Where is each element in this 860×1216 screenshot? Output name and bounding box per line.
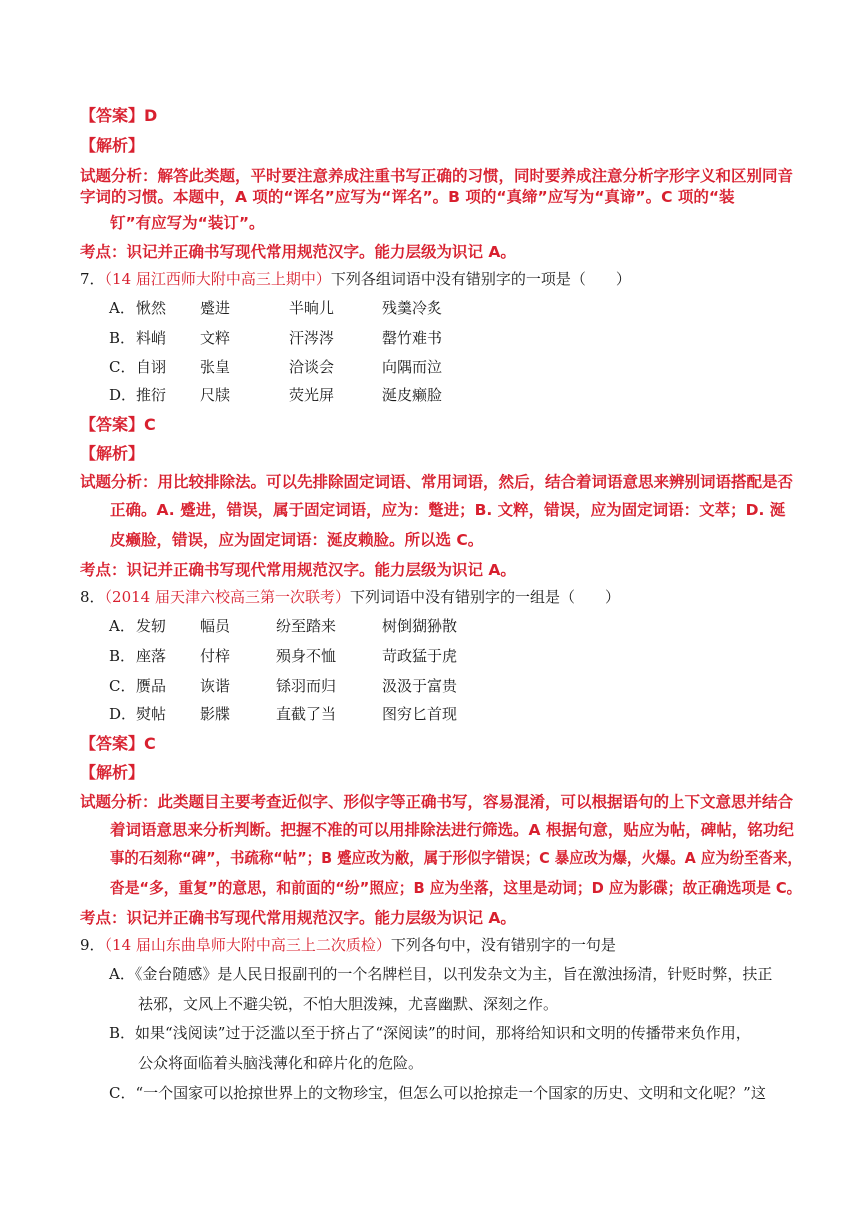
option-letter: A． xyxy=(109,299,135,317)
option-word: 张皇 xyxy=(200,358,231,376)
analysis-text-line: 正确。A. 蹙进，错误，属于固定词语，应为：蹩进；B. 文粹，错误，应为固定词语：文萃；D. 涎 xyxy=(110,501,786,519)
answer-label: 【答案】 xyxy=(80,415,145,434)
option-word: 座落 xyxy=(136,647,167,665)
analysis-text-line: 钉”有应写为“装订”。 xyxy=(110,214,265,232)
option-word: 付梓 xyxy=(200,647,231,665)
option-word: 料峭 xyxy=(136,329,167,347)
question-number: 8． xyxy=(80,588,105,606)
answer-line xyxy=(80,412,156,435)
analysis-text-line: 着词语意思来分析判断。把握不准的可以用排除法进行筛选。A 根据句意，贴应为帖，碑帖，铭功纪 xyxy=(110,821,794,839)
option-word: 向隅而泣 xyxy=(382,358,443,376)
option-word: 蹙进 xyxy=(200,299,231,317)
option-line: 祛邪，文风上不避尖锐，不怕大胆泼辣，尤喜幽默、深刻之作。 xyxy=(138,995,559,1013)
question-8-stem xyxy=(80,586,620,607)
option-word: 图穷匕首现 xyxy=(382,705,458,723)
question-source: （14 届江西师大附中高三上期中） xyxy=(104,270,331,288)
analysis-text-line: 试题分析：用比较排除法。可以先排除固定词语、常用词语，然后，结合着词语意思来辨别词语搭配是否 xyxy=(80,473,794,491)
option-word: 推衍 xyxy=(136,386,167,404)
option-word: 树倒猢狲散 xyxy=(382,617,458,635)
option-letter: D． xyxy=(109,705,137,723)
analysis-text-line: 试题分析：此类题目主要考查近似字、形似字等正确书写，容易混淆，可以根据语句的上下文意思并结合 xyxy=(80,793,794,811)
analysis-text-line: 事的石刻称“碑”，书疏称“帖”；B 蹙应改为敝，属于形似字错误；C 暴应改为爆，火爆。A 应为纷至沓来， xyxy=(110,849,802,867)
answer-line xyxy=(80,731,156,754)
option-letter: B． xyxy=(109,329,136,347)
option-letter: D． xyxy=(109,386,137,404)
option-word: 罄竹难书 xyxy=(382,329,443,347)
option-word: 赝品 xyxy=(136,677,167,695)
question-text: 下列词语中没有错别字的一组是（ ） xyxy=(350,588,621,606)
option-word: 汲汲于富贵 xyxy=(382,677,458,695)
option-word: 直截了当 xyxy=(276,705,337,723)
question-source: （2014 届天津六校高三第一次联考） xyxy=(104,588,350,606)
answer-value: C xyxy=(144,734,156,753)
option-line: 公众将面临着头脑浅薄化和碎片化的危险。 xyxy=(138,1054,424,1072)
question-number: 9． xyxy=(80,936,105,954)
kaodian-line: 考点：识记并正确书写现代常用规范汉字。能力层级为识记 A。 xyxy=(80,243,516,261)
answer-value: C xyxy=(144,415,156,434)
question-text: 下列各组词语中没有错别字的一项是（ ） xyxy=(330,270,631,288)
analysis-text-line: 皮癞脸，错误，应为固定词语：涎皮赖脸。所以选 C。 xyxy=(110,531,484,549)
analysis-label: 【解析】 xyxy=(80,136,145,155)
option-word: 铩羽而归 xyxy=(276,677,337,695)
option-word: 残羹冷炙 xyxy=(382,299,443,317)
option-word: 汗涔涔 xyxy=(289,329,335,347)
option-letter: B． xyxy=(109,647,136,665)
option-letter: C． xyxy=(109,358,136,376)
kaodian-line: 考点：识记并正确书写现代常用规范汉字。能力层级为识记 A。 xyxy=(80,561,516,579)
answer-label: 【答案】 xyxy=(80,734,145,753)
option-word: 发轫 xyxy=(136,617,167,635)
option-letter: C． xyxy=(109,677,136,695)
option-word: 涎皮癞脸 xyxy=(382,386,443,404)
option-letter: A． xyxy=(109,617,135,635)
option-word: 愀然 xyxy=(136,299,167,317)
question-text: 下列各句中，没有错别字的一句是 xyxy=(390,936,616,954)
option-word: 荧光屏 xyxy=(289,386,335,404)
analysis-text-line: 沓是“多，重复”的意思，和前面的“纷”照应；B 应为坐落，这里是动词；D 应为影碟；故正确选项是 C。 xyxy=(110,879,802,897)
option-line: C．“一个国家可以抢掠世界上的文物珍宝，但怎么可以抢掠走一个国家的历史、文明和文化呢？”这 xyxy=(109,1084,766,1102)
option-word: 洽谈会 xyxy=(289,358,335,376)
question-7-stem xyxy=(80,268,631,289)
kaodian-line: 考点：识记并正确书写现代常用规范汉字。能力层级为识记 A。 xyxy=(80,909,516,927)
option-word: 诙谐 xyxy=(200,677,231,695)
option-line: A．《金台随感》是人民日报副刊的一个名牌栏目，以刊发杂文为主，旨在激浊扬清，针贬时弊，扶正 xyxy=(109,965,773,983)
option-word: 自诩 xyxy=(136,358,167,376)
option-word: 半晌儿 xyxy=(289,299,335,317)
question-number: 7． xyxy=(80,270,105,288)
analysis-text-line: 字词的习惯。本题中，A 项的“诨名”应写为“诨名”。B 项的“真缔”应写为“真谛”。C 项的“装 xyxy=(80,188,735,206)
option-line: B．如果“浅阅读”过于泛滥以至于挤占了“深阅读”的时间，那将给知识和文明的传播带来负作用， xyxy=(109,1024,751,1042)
answer-label: 【答案】 xyxy=(80,106,145,125)
answer-line xyxy=(80,103,157,126)
question-source: （14 届山东曲阜师大附中高三上二次质检） xyxy=(104,936,391,954)
option-word: 苛政猛于虎 xyxy=(382,647,458,665)
option-word: 文粹 xyxy=(200,329,231,347)
option-word: 纷至踏来 xyxy=(276,617,337,635)
option-word: 幅员 xyxy=(200,617,231,635)
analysis-text-line: 试题分析：解答此类题，平时要注意养成注重书写正确的习惯，同时要养成注意分析字形字义和区别同音 xyxy=(80,167,794,185)
question-9-stem xyxy=(80,934,616,955)
option-word: 熨帖 xyxy=(136,705,167,723)
option-word: 尺牍 xyxy=(200,386,231,404)
option-word: 殒身不恤 xyxy=(276,647,337,665)
answer-value: D xyxy=(144,106,158,125)
analysis-label: 【解析】 xyxy=(80,444,145,463)
option-word: 影牒 xyxy=(200,705,231,723)
analysis-label: 【解析】 xyxy=(80,763,145,782)
